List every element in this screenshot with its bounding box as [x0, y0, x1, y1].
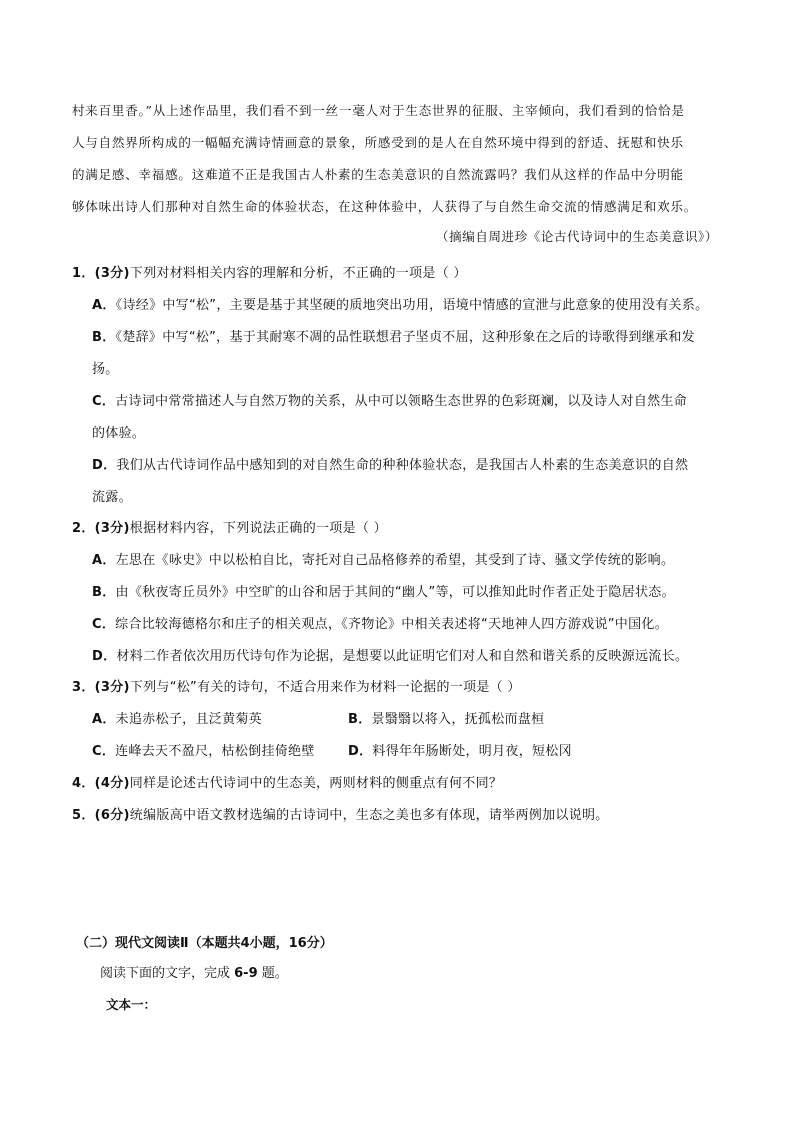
- question-number: 1．: [72, 266, 95, 281]
- option-letter: D．: [92, 458, 117, 473]
- question-3: [72, 676, 521, 695]
- option-b: [92, 581, 675, 600]
- option-b-continued: 扬。: [92, 362, 119, 377]
- passage-line: 村来百里香。”从上述作品里，我们看不到一丝一毫人对于生态世界的征服、主宰倾向，我们看到的恰恰是: [72, 103, 685, 118]
- option-text: 左思在《咏史》中以松柏自比，寄托对自己品格修养的希望，其受到了诗、骚文学传统的影响。: [115, 553, 675, 568]
- question-score: (6分): [94, 808, 130, 823]
- question-number: 3．: [72, 680, 95, 695]
- option-d-continued: 流露。: [92, 490, 132, 505]
- option-text: 连峰去天不盈尺，枯松倒挂倚绝壁: [115, 744, 315, 759]
- question-score: (3分): [94, 266, 130, 281]
- passage-paragraph: [72, 95, 724, 223]
- option-letter: C．: [92, 744, 116, 759]
- question-stem: 同样是论述古代诗词中的生态美，两则材料的侧重点有何不同？: [129, 776, 503, 791]
- option-a: [92, 549, 674, 568]
- option-letter: B．: [348, 712, 372, 727]
- question-score: (3分): [94, 521, 130, 536]
- option-c: [92, 740, 315, 759]
- option-text: 未追赤松子，且泛黄菊英: [115, 712, 262, 727]
- passage-source: （摘编自周进珍《论古代诗词中的生态美意识》）: [436, 229, 718, 244]
- option-text: 《诗经》中写“松”，主要是基于其坚硬的质地突出功用，语境中情感的宣泄与此意象的使用没有关系。: [115, 298, 709, 313]
- option-c: [92, 613, 668, 632]
- question-1: [72, 262, 467, 281]
- option-text: 我们从古代诗词作品中感知到的对自然生命的种种体验状态，是我国古人朴素的生态美意识的自然: [116, 458, 689, 473]
- question-score: (4分): [94, 776, 130, 791]
- option-letter: D．: [92, 649, 117, 664]
- passage-line: 的满足感、幸福感。这难道不正是我国古人朴素的生态美意识的自然流露吗？我们从这样的作品中分明能: [72, 167, 684, 182]
- option-letter: D．: [348, 744, 373, 759]
- question-number: 4．: [72, 776, 95, 791]
- question-number: 5．: [72, 808, 95, 823]
- option-d: [92, 454, 688, 473]
- option-a: [92, 294, 708, 313]
- option-text: 综合比较海德格尔和庄子的相关观点，《齐物论》中相关表述将“天地神人四方游戏说”中国化。: [115, 617, 669, 632]
- question-number: 2．: [72, 521, 95, 536]
- section-instruction: [100, 962, 288, 981]
- option-letter: C．: [92, 394, 116, 409]
- option-b: [92, 326, 695, 345]
- option-letter: A．: [92, 712, 116, 727]
- instruction-range: 6-9: [234, 966, 258, 981]
- option-letter: A．: [92, 298, 116, 313]
- text-one-label: 文本一：: [106, 997, 157, 1012]
- question-stem: 根据材料内容，下列说法正确的一项是（ ）: [129, 521, 387, 536]
- option-c: [92, 390, 687, 409]
- option-c-continued: 的体验。: [92, 426, 146, 441]
- option-text: 由《秋夜寄丘员外》中空旷的山谷和居于其间的“幽人”等，可以推知此时作者正处于隐居状态。: [115, 585, 675, 600]
- option-letter: B．: [92, 585, 116, 600]
- option-text: 材料二作者依次用历代诗句作为论据，是想要以此证明它们对人和自然和谐关系的反映源远流长。: [116, 649, 689, 664]
- option-d: [348, 740, 572, 759]
- section-title: （二）现代文阅读Ⅱ（本题共4小题，16分）: [76, 936, 333, 951]
- instruction-text: 阅读下面的文字，完成: [100, 966, 235, 981]
- option-b: [348, 708, 544, 727]
- passage-line: 人与自然界所构成的一幅幅充满诗情画意的景象，所感受到的是人在自然环境中得到的舒适、抚慰和快乐: [72, 135, 684, 150]
- question-score: (3分): [94, 680, 130, 695]
- option-letter: B．: [92, 330, 116, 345]
- question-4: [72, 772, 502, 791]
- option-letter: A．: [92, 553, 116, 568]
- option-text: 《楚辞》中写“松”，基于其耐寒不凋的品性联想君子坚贞不屈，这种形象在之后的诗歌得到继承和发: [115, 330, 695, 345]
- option-text: 景翳翳以将入，抚孤松而盘桓: [371, 712, 545, 727]
- option-letter: C．: [92, 617, 116, 632]
- passage-line: 够体味出诗人们那种对自然生命的体验状态，在这种体验中，人获得了与自然生命交流的情感满足和欢乐。: [72, 199, 698, 214]
- question-stem: 下列对材料相关内容的理解和分析，不正确的一项是（ ）: [129, 266, 467, 281]
- question-stem: 下列与“松”有关的诗句，不适合用来作为材料一论据的一项是（ ）: [129, 680, 521, 695]
- instruction-text: 题。: [257, 966, 288, 981]
- option-text: 古诗词中常常描述人与自然万物的关系，从中可以领略生态世界的色彩斑斓，以及诗人对自然生命: [115, 394, 688, 409]
- question-2: [72, 517, 387, 536]
- option-d: [92, 645, 688, 664]
- option-a: [92, 708, 262, 727]
- option-text: 料得年年肠断处，明月夜，短松冈: [372, 744, 572, 759]
- question-5: [72, 804, 609, 823]
- question-stem: 统编版高中语文教材选编的古诗词中，生态之美也多有体现，请举两例加以说明。: [129, 808, 609, 823]
